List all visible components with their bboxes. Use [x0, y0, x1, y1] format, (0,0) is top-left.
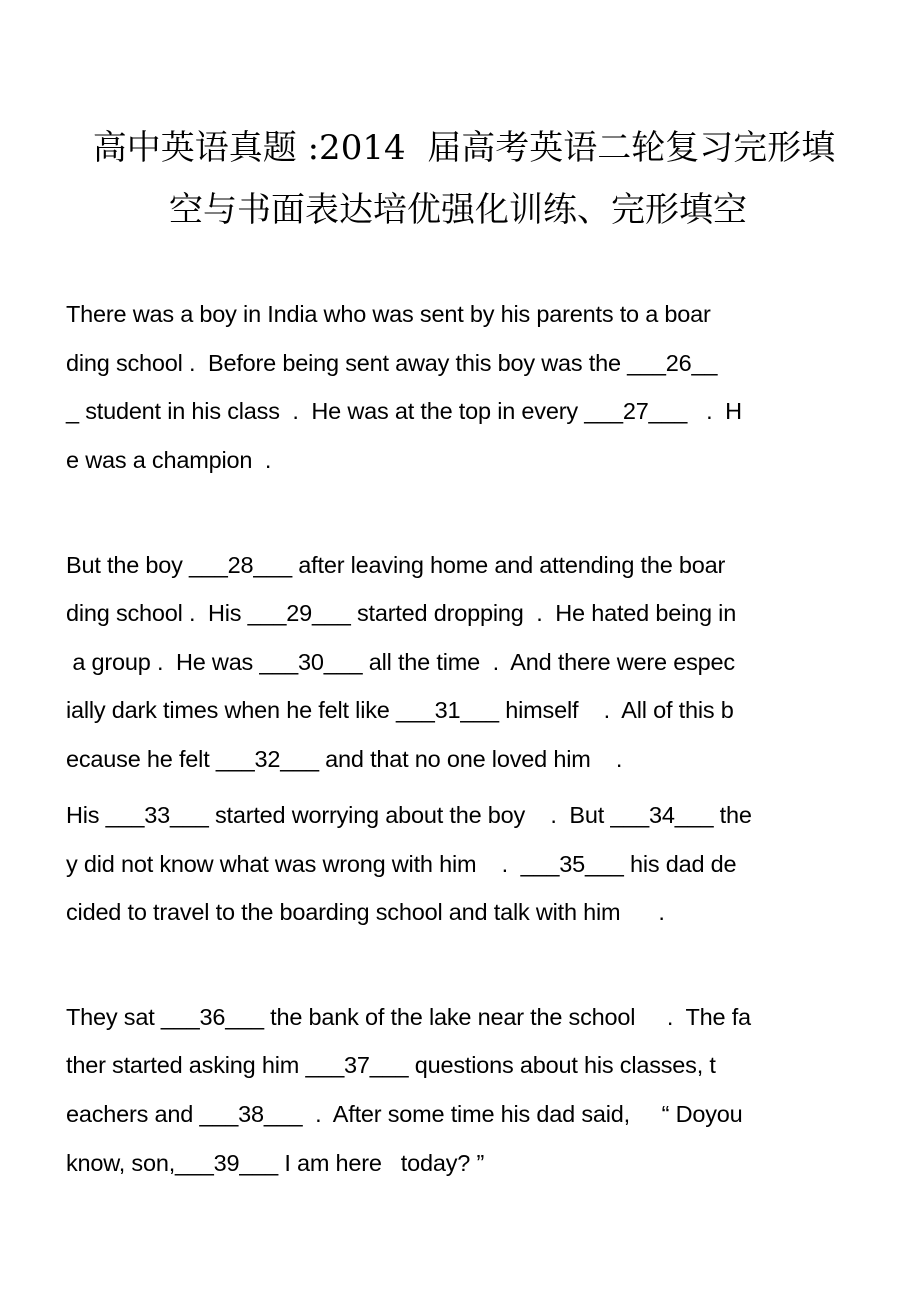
text-line: ther started asking him ___37___ questions about his classes, t [66, 1052, 716, 1078]
document-title-line-2: 空与书面表达培优强化训练、完形填空 [169, 190, 747, 230]
text-line: ecause he felt ___32___ and that no one loved him . [66, 746, 623, 772]
text-line: They sat ___36___ the bank of the lake near the school . The fa [66, 1004, 751, 1030]
text-line: a group . He was ___30___ all the time . And there were espec [66, 649, 735, 675]
text-line: But the boy ___28___ after leaving home and attending the boar [66, 552, 726, 578]
text-line: e was a champion . [66, 447, 272, 473]
text-line: eachers and ___38___ . After some time his dad said, “ Doyou [66, 1101, 743, 1127]
text-line: There was a boy in India who was sent by his parents to a boar [66, 301, 711, 327]
text-line: ding school . His ___29___ started dropping . He hated being in [66, 600, 737, 626]
text-line: y did not know what was wrong with him . ___35___ his dad de [66, 851, 737, 877]
text-line: His ___33___ started worrying about the boy . But ___34___ the [66, 802, 752, 828]
text-line: know, son,___39___ I am here today? ” [66, 1150, 485, 1176]
text-line: ding school . Before being sent away this boy was the ___26__ [66, 350, 718, 376]
document-title-line-1: 高中英语真题 :2014 届高考英语二轮复习完形填 [92, 128, 836, 168]
text-line: cided to travel to the boarding school and talk with him . [66, 899, 665, 925]
text-line: ially dark times when he felt like ___31___ himself . All of this b [66, 697, 734, 723]
text-line: _ student in his class . He was at the top in every ___27___ . H [66, 398, 742, 424]
